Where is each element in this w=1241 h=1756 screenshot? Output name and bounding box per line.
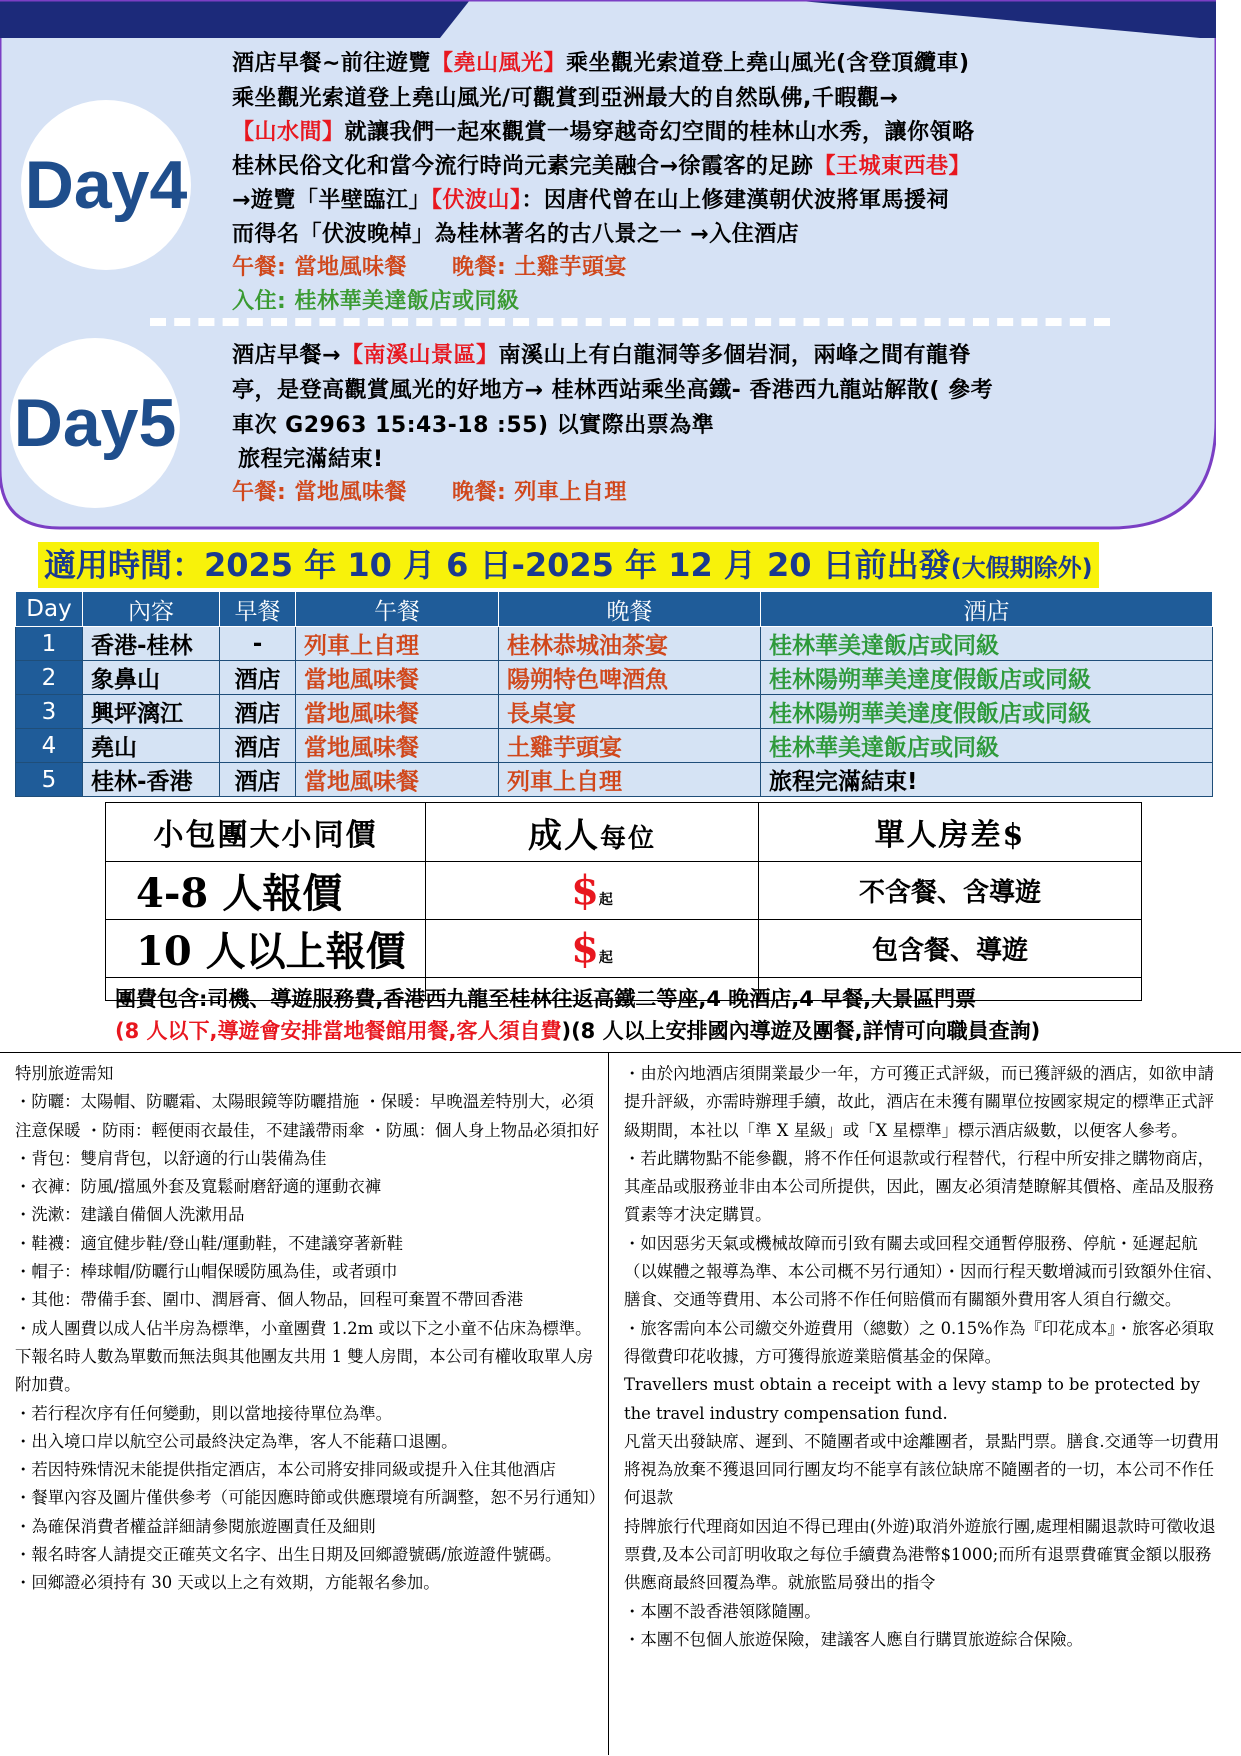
day5-line3: 車次 G2963 15:43-18 :55) 以實際出票為準 bbox=[232, 413, 715, 438]
note-item: ・回鄉證必須持有 30 天或以上之有效期，方能報名參加。 bbox=[15, 1573, 440, 1593]
day5-line4: 旅程完滿結束! bbox=[238, 447, 384, 472]
meal-note-red: (8 人以下,導遊會安排當地餐館用餐,客人須自費 bbox=[115, 1019, 562, 1043]
note-item: ・若因特殊情況未能提供指定酒店，本公司將安排同級或提升入住其他酒店 bbox=[15, 1460, 556, 1480]
day-content: 興坪漓江 bbox=[83, 695, 220, 729]
table-row bbox=[16, 695, 1213, 729]
day-number: 3 bbox=[16, 695, 83, 729]
col-header-lunch: 午餐 bbox=[296, 592, 499, 627]
day-number: 5 bbox=[16, 763, 83, 797]
price-table bbox=[105, 802, 1142, 1001]
dinner-cell: 列車上自理 bbox=[499, 763, 761, 797]
price-row-label: 4-8 人報價 bbox=[106, 862, 426, 920]
inclusions-meal-note bbox=[115, 1015, 1040, 1045]
day-content: 堯山 bbox=[83, 729, 220, 763]
price-header-row bbox=[106, 803, 1142, 862]
day5-line2: 亭，是登高觀賞風光的好地方→ 桂林西站乘坐高鐵- 香港西九龍站解散( 參考 bbox=[232, 378, 994, 403]
day-content: 象鼻山 bbox=[83, 661, 220, 695]
note-item: ・其他：帶備手套、圍巾、潤唇膏、個人物品，回程可棄置不帶回香港 bbox=[15, 1290, 524, 1310]
day5-meals: 午餐: 當地風味餐 晚餐: 列車上自理 bbox=[232, 480, 627, 505]
note-item: 持牌旅行代理商如因迫不得已理由(外遊)取消外遊旅行團,處理相關退款時可徵收退票費,及本公司訂明收取之每位手續費為港幣$1000;而所有退票費確實金額以服務供應商最終回覆為準。就旅監局發出的指令 bbox=[624, 1516, 1216, 1593]
hotel-cell: 桂林陽朔華美達度假飯店或同級 bbox=[761, 661, 1213, 695]
lunch-cell: 當地風味餐 bbox=[296, 695, 499, 729]
note-item: ・若此購物點不能參觀，將不作任何退款或行程替代，行程中所安排之購物商店，其產品或服務並非由本公司所提供，因此，團友必須清楚瞭解其價格、產品及服務質素等才決定購買。 bbox=[624, 1148, 1215, 1225]
day5-line1: 酒店早餐→【南溪山景區】南溪山上有白龍洞等多個岩洞，兩峰之間有龍脊 bbox=[232, 343, 971, 368]
note-item: ・由於內地酒店須開業最少一年，方可獲正式評級，而已獲評級的酒店，如欲申請提升評級，亦需時辦理手續，故此，酒店在未獲有關單位按國家規定的標準正式評級期間，本社以「準 X 星級」或「X 星標準」標示酒店級數，以便客人參考。 bbox=[624, 1064, 1215, 1140]
breakfast-cell: 酒店 bbox=[220, 729, 296, 763]
schedule-table bbox=[15, 591, 1213, 797]
table-row bbox=[16, 729, 1213, 763]
price-header-adult bbox=[426, 803, 759, 862]
day4-line2: 乘坐觀光索道登上堯山風光/可觀賞到亞洲最大的自然臥佛,千暇觀→ bbox=[232, 86, 899, 111]
currency-sign: $ bbox=[571, 925, 599, 972]
note-item: 凡當天出發缺席、遲到、不隨團者或中途離團者，景點門票。膳食.交通等一切費用將視為放棄不獲退回同行團友均不能享有該位缺席不隨團者的一切，本公司不作任何退款 bbox=[624, 1431, 1220, 1508]
col-header-hotel: 酒店 bbox=[761, 592, 1213, 627]
note-item: 下報名時人數為單數而無法與其他團友共用 1 雙人房間，本公司有權收取單人房附加費。 bbox=[15, 1346, 594, 1395]
from-label: 起 bbox=[598, 950, 613, 966]
notes-heading: 特別旅遊需知 bbox=[15, 1064, 114, 1083]
hotel-cell: 桂林陽朔華美達度假飯店或同級 bbox=[761, 695, 1213, 729]
day-number: 2 bbox=[16, 661, 83, 695]
price-header-group: 小包團大小同價 bbox=[106, 803, 426, 862]
breakfast-cell: 酒店 bbox=[220, 695, 296, 729]
notes-right-column bbox=[624, 1060, 1226, 1654]
meal-note-rest: )(8 人以上安排國內導遊及團餐,詳情可向職員查詢) bbox=[561, 1019, 1041, 1043]
breakfast-cell: 酒店 bbox=[220, 661, 296, 695]
day4-line6: 而得名「伏波晚棹」為桂林著名的古八景之一 →入住酒店 bbox=[232, 222, 800, 247]
day4-hotel: 入住: 桂林華美達飯店或同級 bbox=[232, 289, 520, 314]
price-row-label: 10 人以上報價 bbox=[106, 920, 426, 978]
breakfast-cell: - bbox=[220, 627, 296, 661]
note-item: ・旅客需向本公司繳交外遊費用（總數）之 0.15%作為『印花成本』・旅客必須取得徵費印花收據，方可獲得旅遊業賠償基金的保障。 bbox=[624, 1318, 1214, 1366]
price-cell bbox=[426, 920, 759, 978]
note-item: ・報名時客人請提交正確英文名字、出生日期及回鄉證號碼/旅遊證件號碼。 bbox=[15, 1545, 562, 1565]
col-header-dinner: 晚餐 bbox=[499, 592, 761, 627]
day-divider bbox=[150, 318, 1110, 326]
day4-badge: Day4 bbox=[21, 100, 191, 270]
note-item: ・衣褲：防風/擋風外套及寬鬆耐磨舒適的運動衣褲 bbox=[15, 1177, 382, 1197]
validity-banner bbox=[38, 542, 1099, 588]
table-row bbox=[16, 627, 1213, 661]
day-content: 桂林-香港 bbox=[83, 763, 220, 797]
price-row bbox=[106, 920, 1142, 978]
lunch-cell: 當地風味餐 bbox=[296, 729, 499, 763]
note-item: ・若行程次序有任何變動，則以當地接待單位為準。 bbox=[15, 1403, 392, 1423]
day4-line5: →遊覽「半壁臨江」【伏波山】：因唐代曾在山上修建漢朝伏波將軍馬援祠 bbox=[232, 188, 949, 213]
note-item: ・為確保消費者權益詳細請參閱旅遊團責任及細則 bbox=[15, 1516, 376, 1536]
validity-note: (大假期除外) bbox=[950, 554, 1093, 582]
note-item: ・防曬：太陽帽、防曬霜、太陽眼鏡等防曬措施 ・保暖：早晚溫差特別大，必須注意保暖 ・防雨：輕便雨衣最佳，不建議帶雨傘 ・防風：個人身上物品必須扣好 ・背包：雙肩背包，以舒適的行山裝備為佳 bbox=[15, 1092, 600, 1168]
dinner-cell: 桂林恭城油茶宴 bbox=[499, 627, 761, 661]
day-content: 香港-桂林 bbox=[83, 627, 220, 661]
day4-line1: 酒店早餐~前往遊覽【堯山風光】乘坐觀光索道登上堯山風光(含登頂纜車) bbox=[232, 51, 970, 76]
from-label: 起 bbox=[598, 892, 613, 908]
price-row-note: 不含餐、含導遊 bbox=[759, 862, 1142, 920]
table-row bbox=[16, 661, 1213, 695]
breakfast-cell: 酒店 bbox=[220, 763, 296, 797]
col-header-content: 內容 bbox=[83, 592, 220, 627]
day-number: 4 bbox=[16, 729, 83, 763]
note-item: ・餐單內容及圖片僅供參考（可能因應時節或供應環境有所調整，恕不另行通知） bbox=[15, 1488, 606, 1508]
table-row bbox=[16, 763, 1213, 797]
day-number: 1 bbox=[16, 627, 83, 661]
notes-divider bbox=[608, 1052, 609, 1755]
notes-left-column bbox=[15, 1060, 606, 1598]
col-header-day: Day bbox=[16, 592, 83, 627]
hotel-cell: 旅程完滿結束! bbox=[761, 763, 1213, 797]
currency-sign: $ bbox=[571, 867, 599, 914]
day4-line3: 【山水間】就讓我們一起來觀賞一場穿越奇幻空間的桂林山水秀，讓你領略 bbox=[232, 120, 975, 145]
schedule-header-row bbox=[16, 592, 1213, 627]
note-item: ・帽子：棒球帽/防曬行山帽保暖防風為佳，或者頭巾 bbox=[15, 1262, 398, 1282]
adult-label: 成人 bbox=[527, 815, 600, 856]
note-item: ・本團不包個人旅遊保險，建議客人應自行購買旅遊綜合保險。 bbox=[624, 1629, 1083, 1649]
lunch-cell: 列車上自理 bbox=[296, 627, 499, 661]
note-item: ・鞋襪：適宜健步鞋/登山鞋/運動鞋，不建議穿著新鞋 bbox=[15, 1233, 404, 1253]
dinner-cell: 長桌宴 bbox=[499, 695, 761, 729]
note-item: ・本團不設香港領隊隨團。 bbox=[624, 1601, 821, 1621]
price-row bbox=[106, 862, 1142, 920]
price-cell bbox=[426, 862, 759, 920]
price-row-note: 包含餐、導遊 bbox=[759, 920, 1142, 978]
note-item: Travellers must obtain a receipt with a levy stamp to be protected by the travel industry compensation fund. bbox=[624, 1375, 1200, 1423]
lunch-cell: 當地風味餐 bbox=[296, 661, 499, 695]
day5-badge: Day5 bbox=[10, 338, 180, 508]
hotel-cell: 桂林華美達飯店或同級 bbox=[761, 729, 1213, 763]
price-header-single-supplement: 單人房差$ bbox=[759, 803, 1142, 862]
col-header-breakfast: 早餐 bbox=[220, 592, 296, 627]
note-item: ・洗漱：建議自備個人洗漱用品 bbox=[15, 1205, 245, 1225]
dinner-cell: 土雞芋頭宴 bbox=[499, 729, 761, 763]
note-item: ・成人團費以成人佔半房為標準，小童團費 1.2m 或以下之小童不佔床為標準。 bbox=[15, 1318, 592, 1338]
per-person-label: 每位 bbox=[599, 823, 656, 854]
validity-dates: 適用時間：2025 年 10 月 6 日-2025 年 12 月 20 日前出發 bbox=[44, 546, 951, 584]
note-item: ・出入境口岸以航空公司最終決定為準，客人不能藉口退團。 bbox=[15, 1431, 458, 1451]
inclusions-line: 團費包含:司機、導遊服務費,香港西九龍至桂林往返高鐵二等座,4 晚酒店,4 早餐,大景區門票 bbox=[115, 987, 977, 1011]
day4-meals: 午餐: 當地風味餐 晚餐: 土雞芋頭宴 bbox=[232, 255, 627, 280]
day4-line4: 桂林民俗文化和當今流行時尚元素完美融合→徐霞客的足跡【王城東西巷】 bbox=[232, 154, 971, 179]
note-item: ・如因惡劣天氣或機械故障而引致有關去或回程交通暫停服務、停航・延遲起航（以媒體之報導為準、本公司概不另行通知）・因而行程天數增減而引致額外住宿、膳食、交通等費用、本公司將不作任何賠償而有關額外費用客人須自行繳交。 bbox=[624, 1233, 1223, 1310]
lunch-cell: 當地風味餐 bbox=[296, 763, 499, 797]
dinner-cell: 陽朔特色啤酒魚 bbox=[499, 661, 761, 695]
hotel-cell: 桂林華美達飯店或同級 bbox=[761, 627, 1213, 661]
